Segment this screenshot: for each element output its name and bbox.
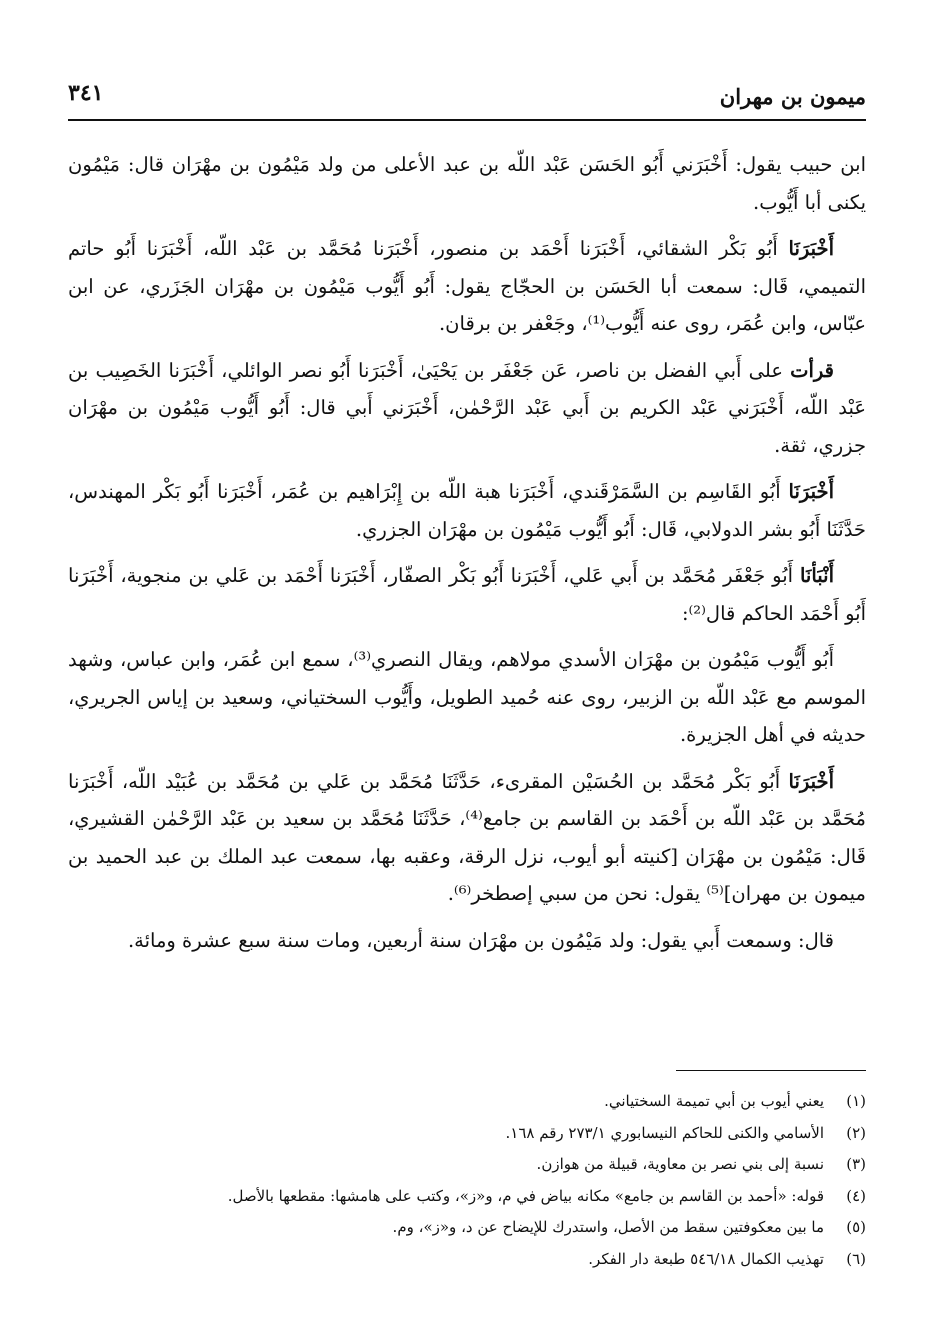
- paragraph: [68, 641, 866, 754]
- paragraph: [68, 146, 866, 221]
- paragraph: [68, 763, 866, 913]
- footnote-text: يعني أيوب بن أبي تميمة السختياني.: [604, 1092, 824, 1110]
- paragraph-text: ابن حبيب يقول: أَخْبَرَني أَبُو الحَسَن عَبْد اللّه بن عبد الأعلى من ولد مَيْمُون بن مهْرَان قال: مَيْمُون يكنى أبا أَيُّوب.: [68, 153, 866, 214]
- paragraph-text: أَبُو أَيُّوب مَيْمُون بن مهْرَان الأسدي مولاهم، ويقال النصري⁽³⁾، سمع ابن عُمَر، وابن عباس، وشهد الموسم مع عَبْد اللّه بن الزبير، روى عنه حُميد الطويل، وأَيُّوب السختياني، وسعيد بن إياس الجريري، حديثه في أهل الجزيرة.: [68, 648, 866, 746]
- footnote-number: (٣): [846, 1155, 866, 1173]
- footnote-number: (١): [846, 1092, 866, 1110]
- footnotes-list: [68, 1086, 866, 1275]
- paragraph: [68, 230, 866, 343]
- paragraph-text: أَبُو بَكْر الشقائي، أَخْبَرَنا أَحْمَد بن منصور، أَخْبَرَنا مُحَمَّد بن عَبْد اللّه، أَخْبَرَنا أَبُو حاتم التميمي، قَال: سمعت أبا الحَسَن بن الحجّاج يقول: أَبُو أَيُّوب مَيْمُون بن مهْرَان الجَزَري، عن ابن عبّاس، وابن عُمَر، روى عنه أَيُّوب⁽¹⁾، وجَعْفر بن برقان.: [68, 237, 866, 335]
- paragraph-text: على أَبي الفضل بن ناصر، عَن جَعْفَر بن يَحْيَىٰ، أَخْبَرَنا أَبُو نصر الوائلي، أَخْبَرَنا الخَصِيب بن عَبْد اللّه، أَخْبَرَني عَبْد الكريم بن أَبي عَبْد الرَّحْمٰن، أَخْبَرَني أَبي قال: أَبُو أَيُّوب مَيْمُون بن مهْرَان جزري، ثقة.: [68, 358, 866, 457]
- paragraph-lead: قرأت: [790, 358, 834, 382]
- footnote-text: ما بين معكوفتين سقط من الأصل، واستدرك للإيضاح عن د، و«ز»، وم.: [392, 1218, 824, 1236]
- footnote: [68, 1212, 866, 1244]
- paragraph-lead: أَنْبَأنَا: [799, 564, 834, 587]
- paragraph: [68, 922, 866, 960]
- paragraph-text: أَبُو بَكْر مُحَمَّد بن الحُسَيْن المقرىء، حَدَّثَنَا مُحَمَّد بن عَلي بن مُحَمَّد بن عُبَيْد اللّه، أَخْبَرَنا مُحَمَّد بن عَبْد اللّه بن أَحْمَد بن القاسم بن جامع⁽⁴⁾، حَدَّثَنَا مُحَمَّد بن سعيد بن عَبْد الرَّحْمٰن القشيري، قَال: مَيْمُون بن مهْرَان [كنيته أبو أيوب، نزل الرقة، وعقبه بها، سمعت عبد الملك بن عبد الحميد بن ميمون بن مهران]⁽⁵⁾ يقول: نحن من سبي إصطخر⁽⁶⁾.: [68, 769, 867, 905]
- footnote-text: قوله: «أحمد بن القاسم بن جامع» مكانه بياض في م، و«ز»، وكتب على هامشها: مقطعها بالأصل.: [227, 1186, 824, 1205]
- footnote: [68, 1181, 866, 1213]
- book-page: [68, 0, 866, 1341]
- paragraph-text: قال: وسمعت أَبي يقول: ولد مَيْمُون بن مهْرَان سنة أربعين، ومات سنة سبع عشرة ومائة.: [127, 928, 834, 952]
- paragraph: [68, 352, 866, 465]
- paragraph-lead: أَخْبَرَنَا: [788, 480, 834, 503]
- footnote: [68, 1086, 866, 1118]
- footnote-text: تهذيب الكمال ٥٤٦/١٨ طبعة دار الفكر.: [588, 1249, 824, 1268]
- main-text: [68, 146, 866, 968]
- page-header: [68, 74, 866, 114]
- paragraph-text: أَبُو القَاسِم بن السَّمَرْقَندي، أَخْبَرَنا هبة اللّه بن إِبْرَاهيم بن عُمَر، أَخْبَرَنا أَبُو بَكْر المهندس، حَدَّثَنَا أَبُو بشر الدولابي، قَال: أَبُو أَيُّوب مَيْمُون بن مهْرَان الجزري.: [68, 480, 866, 541]
- page-number: ٣٤١: [68, 80, 104, 106]
- footnote-text: نسبة إلى بني نصر بن معاوية، قبيلة من هوازن.: [536, 1155, 824, 1173]
- footnote-text: الأسامي والكنى للحاكم النيسابوري ٢٧٣/١ رقم ١٦٨.: [505, 1123, 824, 1142]
- footnote: [68, 1118, 866, 1150]
- footnote-number: (٢): [846, 1123, 866, 1142]
- paragraph-text: أَبُو جَعْفَر مُحَمَّد بن أَبي عَلي، أَخْبَرَنا أَبُو بَكْر الصفّار، أَخْبَرَنا أَحْمَد بن عَلي بن منجوية، أَخْبَرَنا أَبُو أَحْمَد الحاكم قال⁽²⁾:: [68, 564, 866, 625]
- footnote-number: (٥): [846, 1218, 866, 1236]
- header-rule: [68, 119, 866, 121]
- paragraph-lead: أَخْبَرَنَا: [788, 769, 834, 793]
- footnote: [68, 1149, 866, 1181]
- paragraph: [68, 557, 866, 632]
- footnote-number: (٦): [846, 1249, 866, 1268]
- paragraph: [68, 473, 866, 548]
- footnote-number: (٤): [846, 1186, 866, 1205]
- paragraph-lead: أَخْبَرَنَا: [788, 237, 834, 260]
- footnote-separator: [676, 1070, 866, 1071]
- running-title: ميمون بن مهران: [719, 84, 866, 109]
- footnote: [68, 1244, 866, 1276]
